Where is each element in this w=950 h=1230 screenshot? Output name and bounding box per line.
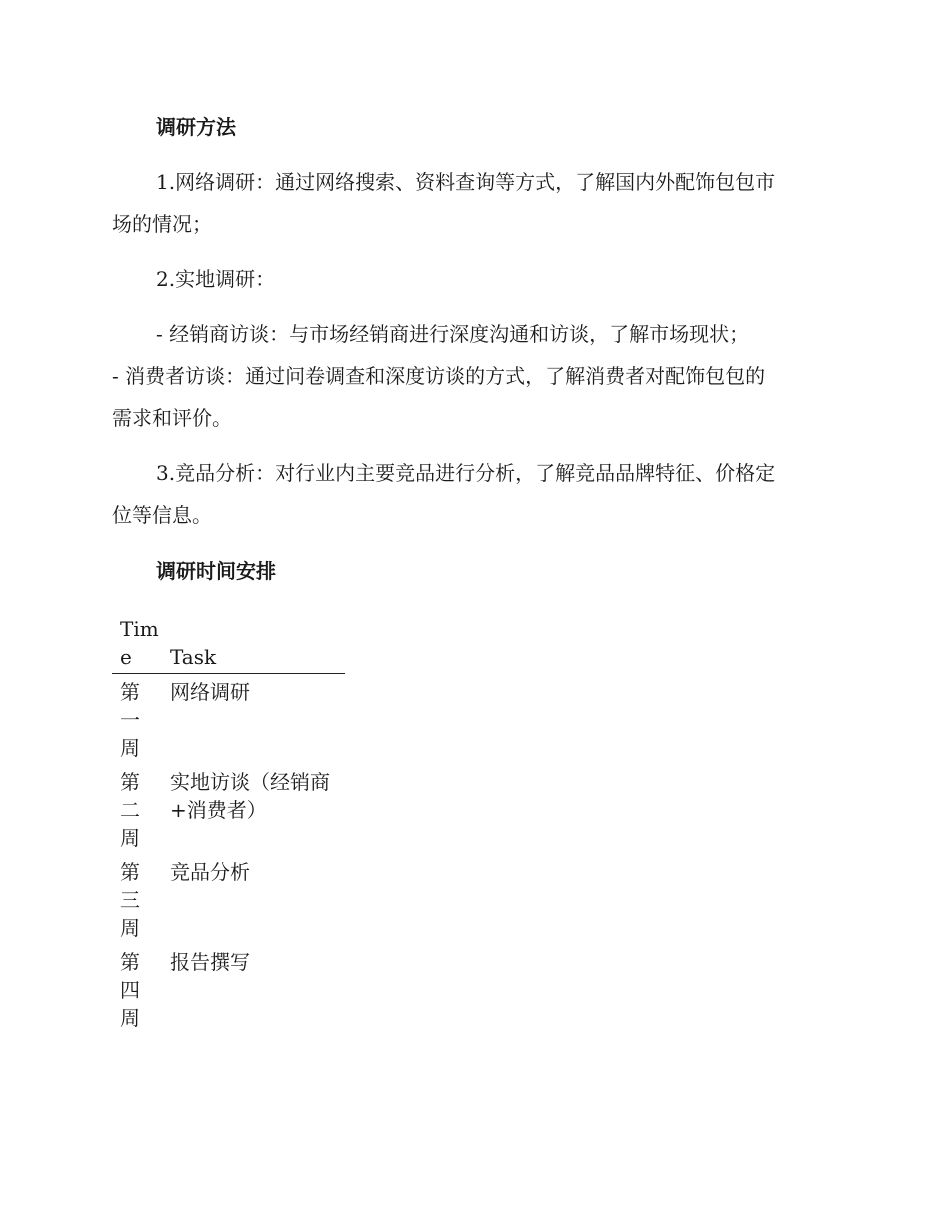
table-header-task: Task	[170, 645, 217, 669]
table-cell-time-char: 一	[120, 708, 140, 732]
table-cell-time-char: 第	[120, 950, 140, 974]
table-cell-time-char: 第	[120, 770, 140, 794]
section-heading-methods: 调研方法	[156, 115, 236, 139]
table-cell-time-char: 周	[120, 736, 140, 760]
table-cell-time-char: 第	[120, 680, 140, 704]
table-cell-time-char: 四	[120, 978, 140, 1002]
method-item-consumer-interview	[112, 355, 828, 439]
table-cell-time-char: 周	[120, 1006, 140, 1030]
table-row	[112, 764, 345, 854]
table-cell-time	[112, 854, 170, 944]
table-cell-task: 网络调研	[170, 680, 250, 704]
table-cell-task: 报告撰写	[170, 950, 250, 974]
table-cell-time	[112, 674, 170, 764]
table-row	[112, 854, 345, 944]
table-cell-time-char: 周	[120, 826, 140, 850]
table-row	[112, 674, 345, 764]
method-item-online	[112, 161, 828, 245]
table-cell-time-char: 三	[120, 888, 140, 912]
table-cell-time-char: 第	[120, 860, 140, 884]
method-item-competitor-line1: 3.竞品分析：对行业内主要竞品进行分析，了解竞品品牌特征、价格定	[156, 461, 776, 485]
method-item-dealer-interview: - 经销商访谈：与市场经销商进行深度沟通和访谈，了解市场现状；	[156, 322, 750, 346]
table-cell-task: 竞品分析	[170, 860, 250, 884]
table-header-time-part2: e	[120, 645, 132, 669]
method-item-competitor	[112, 452, 828, 536]
method-item-online-line2: 场的情况；	[112, 212, 212, 236]
table-cell-task: 实地访谈（经销商+消费者）	[170, 770, 330, 822]
table-cell-time	[112, 764, 170, 854]
section-heading-schedule: 调研时间安排	[156, 559, 276, 583]
method-item-field: 2.实地调研：	[156, 267, 276, 291]
schedule-table	[112, 613, 345, 1034]
table-cell-time-char: 二	[120, 798, 140, 822]
table-header-row	[112, 613, 345, 674]
table-row	[112, 944, 345, 1034]
method-item-consumer-line1: - 消费者访谈：通过问卷调查和深度访谈的方式，了解消费者对配饰包包的	[112, 364, 766, 388]
method-item-competitor-line2: 位等信息。	[112, 503, 212, 527]
table-header-time	[112, 613, 170, 673]
table-cell-time	[112, 944, 170, 1034]
table-header-time-part1: Tim	[120, 617, 159, 641]
method-item-online-line1: 1.网络调研：通过网络搜索、资料查询等方式，了解国内外配饰包包市	[156, 170, 776, 194]
table-cell-time-char: 周	[120, 916, 140, 940]
method-item-consumer-line2: 需求和评价。	[112, 406, 232, 430]
